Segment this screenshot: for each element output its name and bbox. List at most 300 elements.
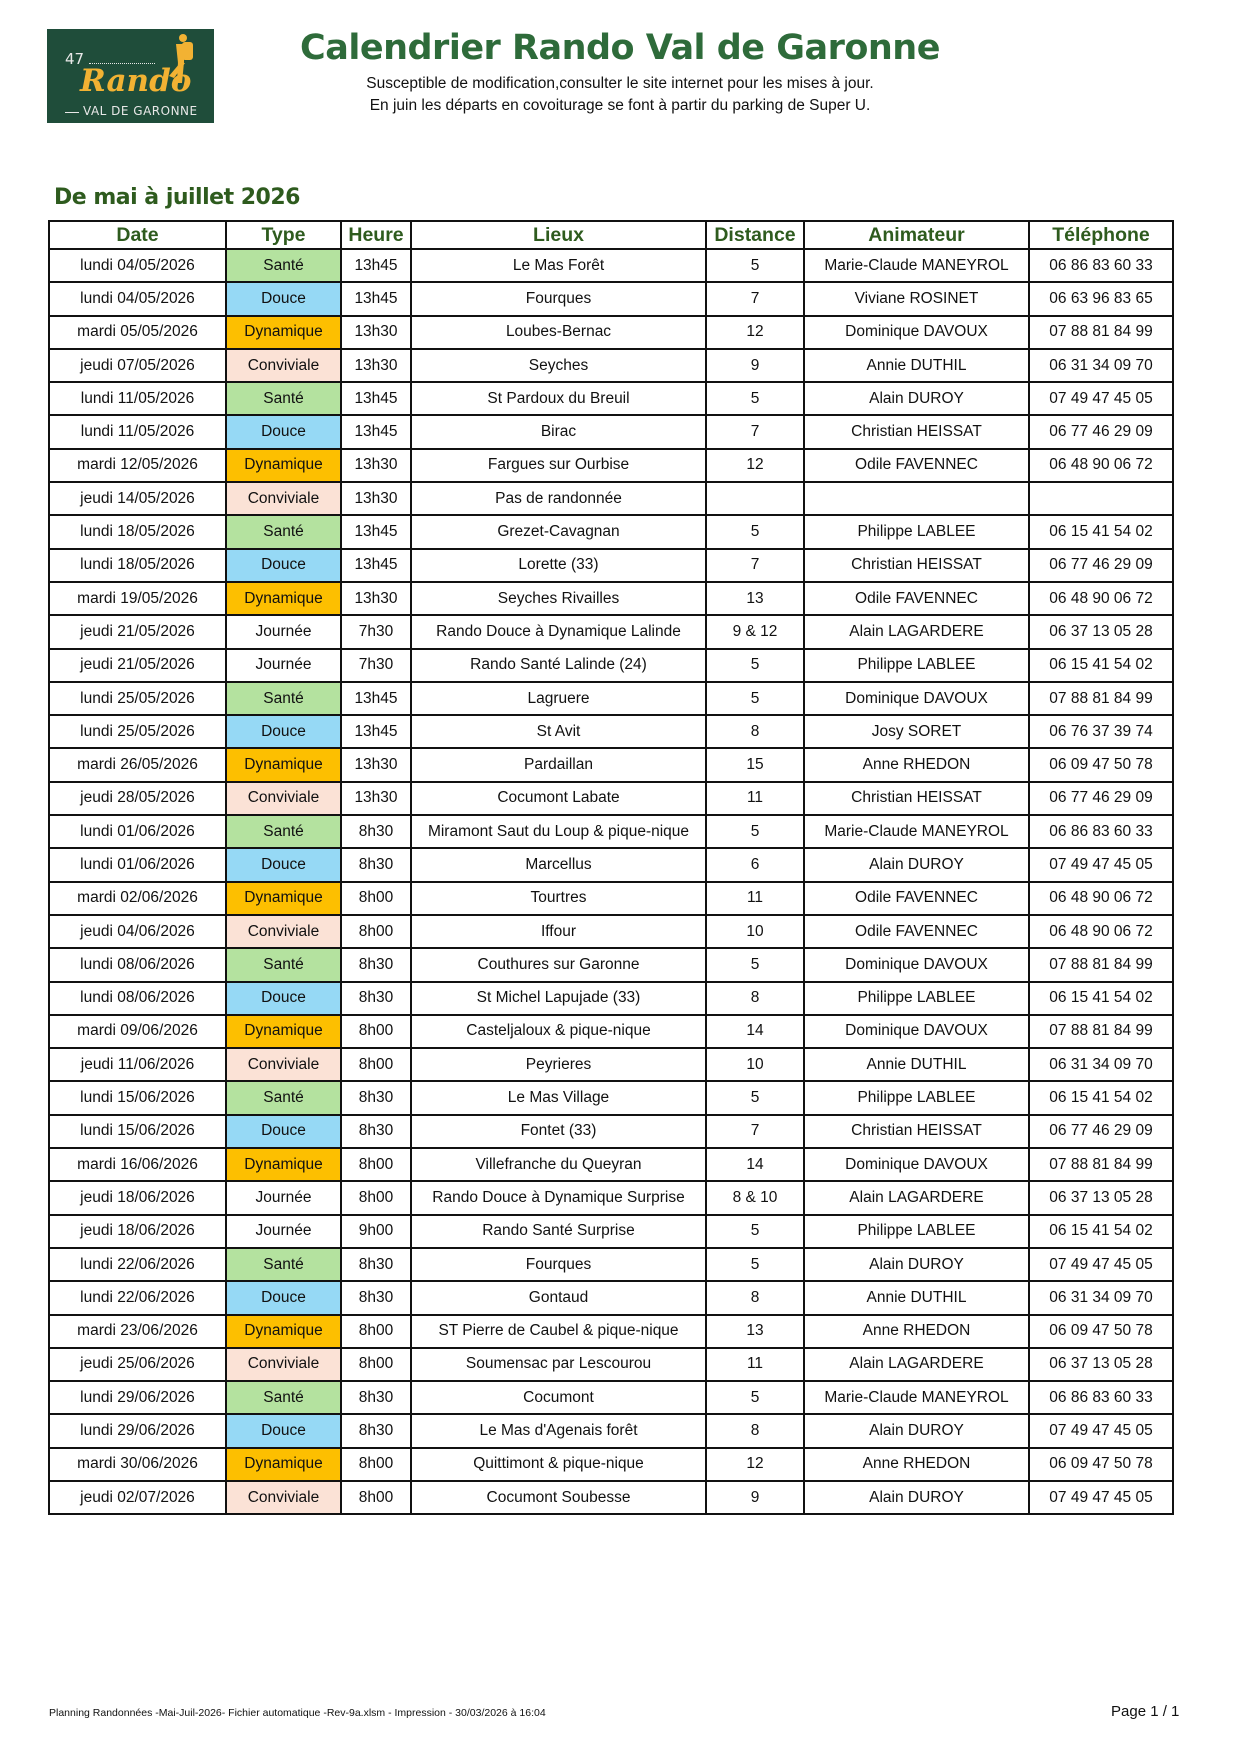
cell-heure: 8h00 bbox=[341, 1181, 411, 1214]
cell-date: mardi 26/05/2026 bbox=[49, 748, 226, 781]
table-row bbox=[49, 382, 1173, 415]
cell-telephone: 06 86 83 60 33 bbox=[1029, 249, 1173, 282]
cell-type: Douce bbox=[226, 415, 341, 448]
notice-line-1: Susceptible de modification,consulter le site internet pour les mises à jour. bbox=[366, 75, 874, 92]
cell-distance: 11 bbox=[706, 1348, 804, 1381]
cell-animateur: Alain LAGARDERE bbox=[804, 615, 1029, 648]
cell-date: lundi 11/05/2026 bbox=[49, 415, 226, 448]
cell-animateur: Dominique DAVOUX bbox=[804, 948, 1029, 981]
cell-distance: 15 bbox=[706, 748, 804, 781]
cell-heure: 8h00 bbox=[341, 1448, 411, 1481]
cell-type: Dynamique bbox=[226, 582, 341, 615]
cell-animateur: Dominique DAVOUX bbox=[804, 316, 1029, 349]
club-logo bbox=[47, 29, 214, 123]
cell-date: jeudi 21/05/2026 bbox=[49, 615, 226, 648]
cell-date: lundi 18/05/2026 bbox=[49, 515, 226, 548]
cell-heure: 13h45 bbox=[341, 682, 411, 715]
cell-type: Conviviale bbox=[226, 1048, 341, 1081]
cell-type: Conviviale bbox=[226, 349, 341, 382]
cell-type: Journée bbox=[226, 1215, 341, 1248]
cell-telephone: 06 15 41 54 02 bbox=[1029, 982, 1173, 1015]
table-row bbox=[49, 649, 1173, 682]
table-row bbox=[49, 1081, 1173, 1114]
cell-telephone: 06 86 83 60 33 bbox=[1029, 1381, 1173, 1414]
cell-telephone: 07 49 47 45 05 bbox=[1029, 848, 1173, 881]
cell-telephone: 07 88 81 84 99 bbox=[1029, 948, 1173, 981]
cell-telephone: 06 77 46 29 09 bbox=[1029, 1115, 1173, 1148]
cell-distance: 8 bbox=[706, 982, 804, 1015]
cell-lieux: Quittimont & pique-nique bbox=[411, 1448, 706, 1481]
cell-heure: 13h45 bbox=[341, 415, 411, 448]
cell-lieux: Cocumont bbox=[411, 1381, 706, 1414]
cell-distance: 13 bbox=[706, 1315, 804, 1348]
cell-distance: 10 bbox=[706, 915, 804, 948]
table-row bbox=[49, 615, 1173, 648]
cell-heure: 13h30 bbox=[341, 748, 411, 781]
table-row bbox=[49, 249, 1173, 282]
cell-heure: 7h30 bbox=[341, 615, 411, 648]
cell-lieux: St Pardoux du Breuil bbox=[411, 382, 706, 415]
cell-type: Conviviale bbox=[226, 782, 341, 815]
cell-type: Conviviale bbox=[226, 1481, 341, 1514]
cell-type: Douce bbox=[226, 1281, 341, 1314]
cell-heure: 8h30 bbox=[341, 948, 411, 981]
cell-type: Douce bbox=[226, 715, 341, 748]
cell-date: lundi 15/06/2026 bbox=[49, 1081, 226, 1114]
table-row bbox=[49, 316, 1173, 349]
cell-telephone: 06 09 47 50 78 bbox=[1029, 1315, 1173, 1348]
cell-distance: 9 & 12 bbox=[706, 615, 804, 648]
cell-telephone: 06 37 13 05 28 bbox=[1029, 1181, 1173, 1214]
cell-animateur: Odile FAVENNEC bbox=[804, 582, 1029, 615]
cell-telephone: 07 49 47 45 05 bbox=[1029, 382, 1173, 415]
cell-lieux: ST Pierre de Caubel & pique-nique bbox=[411, 1315, 706, 1348]
table-row bbox=[49, 582, 1173, 615]
cell-lieux: St Michel Lapujade (33) bbox=[411, 982, 706, 1015]
page-title: Calendrier Rando Val de Garonne bbox=[300, 28, 940, 68]
cell-animateur: Dominique DAVOUX bbox=[804, 1015, 1029, 1048]
cell-type: Santé bbox=[226, 1381, 341, 1414]
cell-distance: 8 bbox=[706, 715, 804, 748]
column-header-type: Type bbox=[226, 221, 341, 249]
cell-type: Journée bbox=[226, 1181, 341, 1214]
cell-distance: 5 bbox=[706, 1381, 804, 1414]
cell-animateur: Philippe LABLEE bbox=[804, 982, 1029, 1015]
cell-animateur: Alain DUROY bbox=[804, 382, 1029, 415]
table-row bbox=[49, 482, 1173, 515]
cell-heure: 8h00 bbox=[341, 915, 411, 948]
cell-date: lundi 25/05/2026 bbox=[49, 682, 226, 715]
cell-type: Santé bbox=[226, 948, 341, 981]
cell-heure: 13h45 bbox=[341, 382, 411, 415]
cell-date: lundi 08/06/2026 bbox=[49, 982, 226, 1015]
table-row bbox=[49, 1448, 1173, 1481]
table-row bbox=[49, 1414, 1173, 1447]
cell-type: Santé bbox=[226, 1081, 341, 1114]
cell-date: lundi 08/06/2026 bbox=[49, 948, 226, 981]
cell-distance: 5 bbox=[706, 815, 804, 848]
cell-heure: 8h00 bbox=[341, 1148, 411, 1181]
table-row bbox=[49, 915, 1173, 948]
cell-date: lundi 11/05/2026 bbox=[49, 382, 226, 415]
cell-telephone: 06 37 13 05 28 bbox=[1029, 1348, 1173, 1381]
cell-telephone: 06 37 13 05 28 bbox=[1029, 615, 1173, 648]
cell-type: Douce bbox=[226, 848, 341, 881]
table-row bbox=[49, 1348, 1173, 1381]
cell-animateur: Alain DUROY bbox=[804, 1481, 1029, 1514]
cell-date: jeudi 21/05/2026 bbox=[49, 649, 226, 682]
cell-animateur: Christian HEISSAT bbox=[804, 1115, 1029, 1148]
cell-heure: 13h30 bbox=[341, 782, 411, 815]
cell-heure: 8h00 bbox=[341, 1015, 411, 1048]
cell-telephone: 06 77 46 29 09 bbox=[1029, 549, 1173, 582]
cell-telephone: 06 63 96 83 65 bbox=[1029, 282, 1173, 315]
table-row bbox=[49, 415, 1173, 448]
cell-animateur: Anne RHEDON bbox=[804, 1448, 1029, 1481]
cell-telephone: 06 15 41 54 02 bbox=[1029, 1081, 1173, 1114]
cell-animateur: Marie-Claude MANEYROL bbox=[804, 815, 1029, 848]
column-header-animateur: Animateur bbox=[804, 221, 1029, 249]
table-row bbox=[49, 982, 1173, 1015]
cell-type: Santé bbox=[226, 249, 341, 282]
cell-animateur: Dominique DAVOUX bbox=[804, 1148, 1029, 1181]
cell-date: lundi 04/05/2026 bbox=[49, 282, 226, 315]
cell-type: Journée bbox=[226, 649, 341, 682]
cell-animateur: Alain LAGARDERE bbox=[804, 1348, 1029, 1381]
cell-date: jeudi 14/05/2026 bbox=[49, 482, 226, 515]
cell-lieux: Rando Santé Surprise bbox=[411, 1215, 706, 1248]
cell-lieux: Soumensac par Lescourou bbox=[411, 1348, 706, 1381]
cell-date: mardi 02/06/2026 bbox=[49, 882, 226, 915]
cell-telephone: 06 31 34 09 70 bbox=[1029, 1048, 1173, 1081]
cell-lieux: Cocumont Soubesse bbox=[411, 1481, 706, 1514]
cell-date: lundi 15/06/2026 bbox=[49, 1115, 226, 1148]
cell-date: jeudi 07/05/2026 bbox=[49, 349, 226, 382]
cell-heure: 8h30 bbox=[341, 1381, 411, 1414]
table-row bbox=[49, 282, 1173, 315]
cell-type: Douce bbox=[226, 549, 341, 582]
cell-date: mardi 16/06/2026 bbox=[49, 1148, 226, 1181]
cell-type: Dynamique bbox=[226, 882, 341, 915]
cell-date: lundi 01/06/2026 bbox=[49, 815, 226, 848]
cell-lieux: Le Mas Forêt bbox=[411, 249, 706, 282]
table-row bbox=[49, 782, 1173, 815]
cell-lieux: Marcellus bbox=[411, 848, 706, 881]
cell-telephone: 07 49 47 45 05 bbox=[1029, 1248, 1173, 1281]
cell-distance: 8 bbox=[706, 1281, 804, 1314]
cell-distance: 5 bbox=[706, 1248, 804, 1281]
cell-date: mardi 09/06/2026 bbox=[49, 1015, 226, 1048]
cell-animateur: Philippe LABLEE bbox=[804, 515, 1029, 548]
table-row bbox=[49, 1215, 1173, 1248]
table-row bbox=[49, 1481, 1173, 1514]
cell-distance: 9 bbox=[706, 349, 804, 382]
cell-telephone: 06 77 46 29 09 bbox=[1029, 782, 1173, 815]
cell-date: lundi 22/06/2026 bbox=[49, 1281, 226, 1314]
cell-distance: 12 bbox=[706, 449, 804, 482]
table-row bbox=[49, 449, 1173, 482]
cell-animateur: Alain DUROY bbox=[804, 1248, 1029, 1281]
table-row bbox=[49, 682, 1173, 715]
cell-lieux: Birac bbox=[411, 415, 706, 448]
cell-telephone: 07 88 81 84 99 bbox=[1029, 1015, 1173, 1048]
cell-animateur: Annie DUTHIL bbox=[804, 1048, 1029, 1081]
cell-distance: 5 bbox=[706, 382, 804, 415]
table-row bbox=[49, 748, 1173, 781]
cell-date: lundi 29/06/2026 bbox=[49, 1381, 226, 1414]
cell-date: lundi 04/05/2026 bbox=[49, 249, 226, 282]
cell-telephone: 06 76 37 39 74 bbox=[1029, 715, 1173, 748]
cell-heure: 13h45 bbox=[341, 515, 411, 548]
cell-animateur: Josy SORET bbox=[804, 715, 1029, 748]
table-body bbox=[49, 249, 1173, 1514]
cell-animateur: Christian HEISSAT bbox=[804, 415, 1029, 448]
column-header-date: Date bbox=[49, 221, 226, 249]
cell-distance: 5 bbox=[706, 1081, 804, 1114]
cell-date: jeudi 04/06/2026 bbox=[49, 915, 226, 948]
cell-type: Dynamique bbox=[226, 1448, 341, 1481]
cell-type: Douce bbox=[226, 1414, 341, 1447]
hike-schedule-table bbox=[48, 220, 1174, 1515]
column-header-heure: Heure bbox=[341, 221, 411, 249]
cell-lieux: Peyrieres bbox=[411, 1048, 706, 1081]
cell-distance: 5 bbox=[706, 249, 804, 282]
cell-heure: 8h30 bbox=[341, 1081, 411, 1114]
cell-type: Dynamique bbox=[226, 316, 341, 349]
cell-animateur: Christian HEISSAT bbox=[804, 549, 1029, 582]
footer-file-info: Planning Randonnées -Mai-Juil-2026- Fichier automatique -Rev-9a.xlsm - Impression - 30/03/2026 à 16:04 bbox=[49, 1707, 546, 1719]
cell-telephone: 07 88 81 84 99 bbox=[1029, 316, 1173, 349]
cell-telephone: 07 88 81 84 99 bbox=[1029, 1148, 1173, 1181]
cell-heure: 13h30 bbox=[341, 482, 411, 515]
cell-type: Conviviale bbox=[226, 915, 341, 948]
cell-date: mardi 19/05/2026 bbox=[49, 582, 226, 615]
cell-heure: 13h30 bbox=[341, 349, 411, 382]
cell-date: mardi 23/06/2026 bbox=[49, 1315, 226, 1348]
cell-lieux: Cocumont Labate bbox=[411, 782, 706, 815]
cell-heure: 8h30 bbox=[341, 1281, 411, 1314]
cell-distance: 5 bbox=[706, 682, 804, 715]
cell-distance: 14 bbox=[706, 1015, 804, 1048]
cell-telephone: 07 49 47 45 05 bbox=[1029, 1481, 1173, 1514]
cell-date: jeudi 02/07/2026 bbox=[49, 1481, 226, 1514]
cell-date: lundi 29/06/2026 bbox=[49, 1414, 226, 1447]
cell-animateur: Marie-Claude MANEYROL bbox=[804, 1381, 1029, 1414]
cell-animateur: Odile FAVENNEC bbox=[804, 449, 1029, 482]
cell-lieux: Iffour bbox=[411, 915, 706, 948]
cell-type: Journée bbox=[226, 615, 341, 648]
cell-lieux: Tourtres bbox=[411, 882, 706, 915]
cell-telephone: 06 77 46 29 09 bbox=[1029, 415, 1173, 448]
cell-animateur: Alain LAGARDERE bbox=[804, 1181, 1029, 1214]
table-row bbox=[49, 1315, 1173, 1348]
cell-distance: 9 bbox=[706, 1481, 804, 1514]
table-row bbox=[49, 549, 1173, 582]
cell-lieux: Fontet (33) bbox=[411, 1115, 706, 1148]
cell-heure: 9h00 bbox=[341, 1215, 411, 1248]
cell-lieux: Rando Douce à Dynamique Lalinde bbox=[411, 615, 706, 648]
table-row bbox=[49, 349, 1173, 382]
cell-date: mardi 12/05/2026 bbox=[49, 449, 226, 482]
cell-animateur bbox=[804, 482, 1029, 515]
cell-heure: 8h30 bbox=[341, 982, 411, 1015]
cell-telephone: 07 88 81 84 99 bbox=[1029, 682, 1173, 715]
cell-type: Santé bbox=[226, 515, 341, 548]
cell-lieux: Villefranche du Queyran bbox=[411, 1148, 706, 1181]
notice-line-2: En juin les départs en covoiturage se font à partir du parking de Super U. bbox=[369, 97, 871, 114]
cell-animateur: Annie DUTHIL bbox=[804, 349, 1029, 382]
cell-animateur: Alain DUROY bbox=[804, 1414, 1029, 1447]
cell-distance: 11 bbox=[706, 782, 804, 815]
table-row bbox=[49, 715, 1173, 748]
cell-telephone: 06 48 90 06 72 bbox=[1029, 582, 1173, 615]
table-row bbox=[49, 848, 1173, 881]
cell-heure: 13h45 bbox=[341, 549, 411, 582]
table-row bbox=[49, 1015, 1173, 1048]
table-row bbox=[49, 1281, 1173, 1314]
cell-animateur: Philippe LABLEE bbox=[804, 649, 1029, 682]
cell-distance: 7 bbox=[706, 282, 804, 315]
cell-type: Santé bbox=[226, 1248, 341, 1281]
cell-animateur: Philippe LABLEE bbox=[804, 1215, 1029, 1248]
column-header-lieux: Lieux bbox=[411, 221, 706, 249]
cell-animateur: Annie DUTHIL bbox=[804, 1281, 1029, 1314]
cell-type: Conviviale bbox=[226, 1348, 341, 1381]
cell-distance: 12 bbox=[706, 1448, 804, 1481]
cell-lieux: Couthures sur Garonne bbox=[411, 948, 706, 981]
cell-telephone: 06 09 47 50 78 bbox=[1029, 748, 1173, 781]
cell-telephone: 07 49 47 45 05 bbox=[1029, 1414, 1173, 1447]
cell-telephone: 06 15 41 54 02 bbox=[1029, 515, 1173, 548]
cell-lieux: Lagruere bbox=[411, 682, 706, 715]
cell-heure: 13h45 bbox=[341, 715, 411, 748]
cell-heure: 8h30 bbox=[341, 1248, 411, 1281]
cell-animateur: Anne RHEDON bbox=[804, 1315, 1029, 1348]
cell-type: Douce bbox=[226, 282, 341, 315]
table-row bbox=[49, 948, 1173, 981]
cell-heure: 8h00 bbox=[341, 1048, 411, 1081]
cell-animateur: Philippe LABLEE bbox=[804, 1081, 1029, 1114]
cell-animateur: Marie-Claude MANEYROL bbox=[804, 249, 1029, 282]
cell-type: Dynamique bbox=[226, 449, 341, 482]
cell-date: lundi 18/05/2026 bbox=[49, 549, 226, 582]
cell-distance: 5 bbox=[706, 1215, 804, 1248]
cell-lieux: Fourques bbox=[411, 1248, 706, 1281]
cell-date: jeudi 18/06/2026 bbox=[49, 1181, 226, 1214]
cell-telephone: 06 09 47 50 78 bbox=[1029, 1448, 1173, 1481]
cell-date: jeudi 18/06/2026 bbox=[49, 1215, 226, 1248]
cell-type: Dynamique bbox=[226, 1015, 341, 1048]
cell-telephone: 06 31 34 09 70 bbox=[1029, 349, 1173, 382]
cell-type: Santé bbox=[226, 682, 341, 715]
logo-subtitle: VAL DE GARONNE bbox=[83, 104, 198, 118]
cell-distance: 6 bbox=[706, 848, 804, 881]
cell-lieux: Seyches Rivailles bbox=[411, 582, 706, 615]
cell-heure: 13h30 bbox=[341, 449, 411, 482]
table-row bbox=[49, 882, 1173, 915]
cell-heure: 8h00 bbox=[341, 1481, 411, 1514]
table-row bbox=[49, 515, 1173, 548]
cell-telephone: 06 31 34 09 70 bbox=[1029, 1281, 1173, 1314]
cell-heure: 13h45 bbox=[341, 282, 411, 315]
cell-lieux: Rando Santé Lalinde (24) bbox=[411, 649, 706, 682]
cell-lieux: Seyches bbox=[411, 349, 706, 382]
cell-date: lundi 01/06/2026 bbox=[49, 848, 226, 881]
cell-date: jeudi 28/05/2026 bbox=[49, 782, 226, 815]
table-row bbox=[49, 1181, 1173, 1214]
cell-lieux: Loubes-Bernac bbox=[411, 316, 706, 349]
cell-type: Douce bbox=[226, 1115, 341, 1148]
logo-dash bbox=[65, 112, 79, 113]
cell-distance: 13 bbox=[706, 582, 804, 615]
cell-type: Santé bbox=[226, 815, 341, 848]
table-row bbox=[49, 1248, 1173, 1281]
cell-telephone: 06 48 90 06 72 bbox=[1029, 882, 1173, 915]
cell-type: Conviviale bbox=[226, 482, 341, 515]
cell-heure: 13h30 bbox=[341, 582, 411, 615]
column-header-distance: Distance bbox=[706, 221, 804, 249]
cell-distance: 5 bbox=[706, 649, 804, 682]
cell-heure: 8h00 bbox=[341, 1315, 411, 1348]
cell-heure: 13h30 bbox=[341, 316, 411, 349]
cell-telephone: 06 15 41 54 02 bbox=[1029, 1215, 1173, 1248]
cell-date: lundi 25/05/2026 bbox=[49, 715, 226, 748]
cell-telephone bbox=[1029, 482, 1173, 515]
cell-type: Dynamique bbox=[226, 748, 341, 781]
cell-distance: 5 bbox=[706, 948, 804, 981]
cell-lieux: Rando Douce à Dynamique Surprise bbox=[411, 1181, 706, 1214]
cell-lieux: St Avit bbox=[411, 715, 706, 748]
cell-heure: 8h00 bbox=[341, 1348, 411, 1381]
cell-telephone: 06 15 41 54 02 bbox=[1029, 649, 1173, 682]
cell-date: mardi 30/06/2026 bbox=[49, 1448, 226, 1481]
logo-number: 47 bbox=[65, 50, 85, 68]
table-row bbox=[49, 1148, 1173, 1181]
cell-telephone: 06 48 90 06 72 bbox=[1029, 915, 1173, 948]
cell-date: lundi 22/06/2026 bbox=[49, 1248, 226, 1281]
cell-date: mardi 05/05/2026 bbox=[49, 316, 226, 349]
cell-lieux: Casteljaloux & pique-nique bbox=[411, 1015, 706, 1048]
cell-distance: 7 bbox=[706, 549, 804, 582]
cell-heure: 8h30 bbox=[341, 1414, 411, 1447]
cell-date: jeudi 25/06/2026 bbox=[49, 1348, 226, 1381]
cell-lieux: Le Mas Village bbox=[411, 1081, 706, 1114]
cell-lieux: Gontaud bbox=[411, 1281, 706, 1314]
cell-telephone: 06 86 83 60 33 bbox=[1029, 815, 1173, 848]
logo-name: Rando bbox=[80, 63, 192, 99]
cell-animateur: Anne RHEDON bbox=[804, 748, 1029, 781]
column-header-telephone: Téléphone bbox=[1029, 221, 1173, 249]
cell-distance: 8 & 10 bbox=[706, 1181, 804, 1214]
cell-lieux: Le Mas d'Agenais forêt bbox=[411, 1414, 706, 1447]
cell-heure: 8h30 bbox=[341, 848, 411, 881]
cell-animateur: Dominique DAVOUX bbox=[804, 682, 1029, 715]
cell-date: jeudi 11/06/2026 bbox=[49, 1048, 226, 1081]
cell-distance: 7 bbox=[706, 415, 804, 448]
cell-lieux: Miramont Saut du Loup & pique-nique bbox=[411, 815, 706, 848]
cell-lieux: Lorette (33) bbox=[411, 549, 706, 582]
cell-lieux: Fourques bbox=[411, 282, 706, 315]
cell-distance: 10 bbox=[706, 1048, 804, 1081]
cell-type: Santé bbox=[226, 382, 341, 415]
cell-animateur: Odile FAVENNEC bbox=[804, 915, 1029, 948]
cell-heure: 8h30 bbox=[341, 815, 411, 848]
cell-distance: 7 bbox=[706, 1115, 804, 1148]
section-title: De mai à juillet 2026 bbox=[54, 185, 300, 210]
cell-animateur: Odile FAVENNEC bbox=[804, 882, 1029, 915]
cell-heure: 7h30 bbox=[341, 649, 411, 682]
cell-telephone: 06 48 90 06 72 bbox=[1029, 449, 1173, 482]
